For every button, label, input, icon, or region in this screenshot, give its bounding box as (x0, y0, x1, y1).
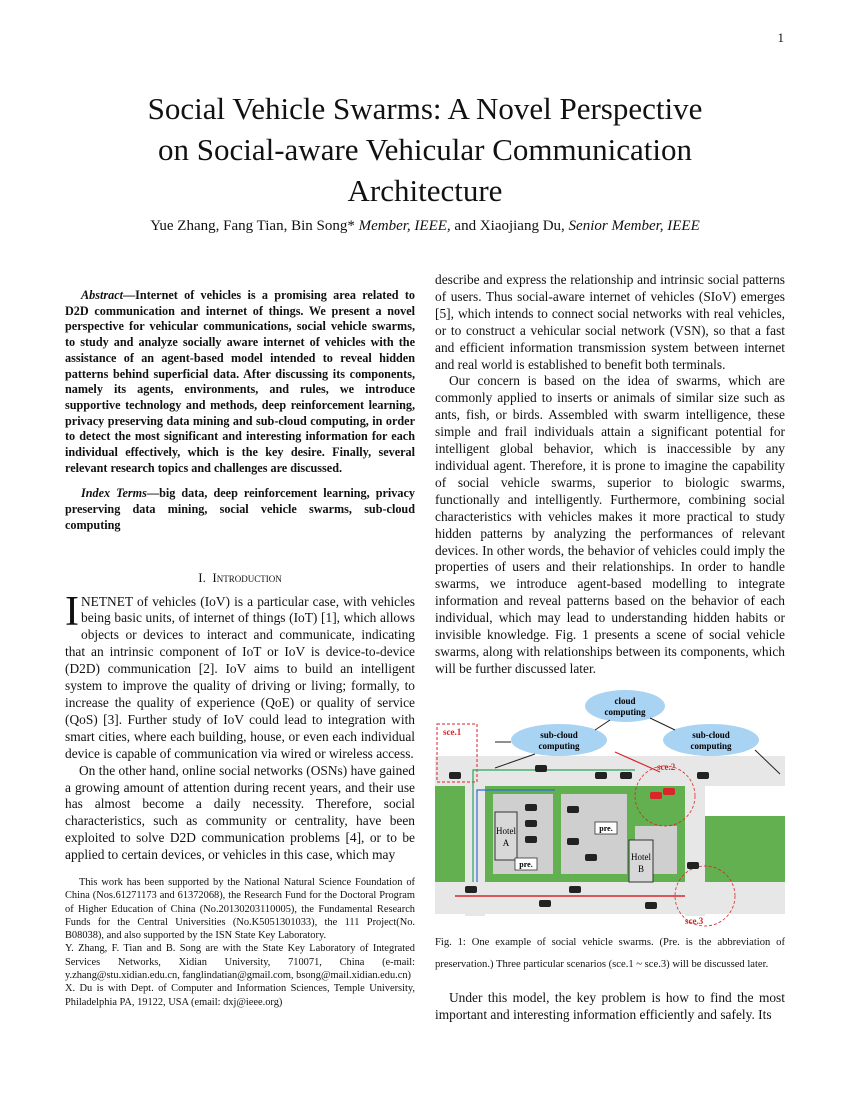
title-line: Social Vehicle Swarms: A Novel Perspective (147, 91, 703, 126)
abstract-text: —Internet of vehicles is a promising area related to D2D communication and internet of things. We present a novel perspective for vehicular communications, social vehicle swarms, to study and analyze socially aware internet of vehicles with the assistance of an agent-based model intended to reveal hidden patterns behind superficial data. After discussing its components, namely its agents, environments, and rules, we introduce supportive technology and methods, deep reinforcement learning, privacy preserving data mining and sub-cloud computing, in order to detect the most significant and interesting information for each individual effectively, which is the key desire. Finally, several relevant research topics and challenges are discussed. (65, 288, 415, 475)
intro-paragraph-1-text: NETNET of vehicles (IoV) is a particular case, with vehicles being basic units, of internet of things (IoT) [1], which allows objects or devices to interact and communicate, indicating that an intrinsic component of IoT or IoV is device-to-device (D2D) communication [2]. IoV aims to build an intelligent system to improve the quality of driving or living; formally, to increase the quality of experience (QoE) or quality of service (QoS) [3]. Further study of IoV could lead to integration with smart cities, where each building, house, or even each individual device is capable of communication via wired or wireless access. (65, 593, 415, 761)
author-affiliation-member: Member, IEEE, (358, 218, 451, 234)
index-terms-label: Index Terms (81, 486, 147, 501)
figure-1 (435, 686, 785, 930)
right-paragraph-3: Under this model, the key problem is how to find the most important and interesting information efficiently and safely. Its (435, 989, 785, 1022)
cloud-link (650, 718, 675, 730)
sub-cloud-right-label-2: computing (690, 740, 732, 751)
index-terms (65, 486, 415, 533)
cloud-label-1: cloud (614, 695, 636, 706)
footnote-funding: This work has been supported by the National Natural Science Foundation of China (Nos.61271173 and 61372068), the Research Fund for the Doctoral Program of Higher Education of China (No.20130203110005), the Fundamental Research Funds for the Central Universities (No.K5051301033), the 111 Project(No. B08038), and also supported by the ISN State Key Laboratory. (65, 877, 415, 942)
preservation-label: pre. (519, 859, 533, 869)
hotel-a-label-2: A (502, 837, 510, 848)
vehicle (525, 804, 537, 811)
vehicle (650, 792, 662, 799)
hotel-b-label-1: Hotel (631, 851, 651, 862)
vehicle (525, 836, 537, 843)
authors-text: and Xiaojiang Du, (450, 218, 569, 234)
scenario-2-label: sce.2 (657, 761, 676, 772)
vehicle (585, 854, 597, 861)
section-number: I. (198, 569, 206, 585)
vehicle (465, 886, 477, 893)
vehicle (595, 772, 607, 779)
page-number: 1 (777, 30, 784, 45)
road-horizontal-bottom (435, 882, 785, 914)
right-column (435, 272, 785, 1024)
title-line: on Social-aware Vehicular Communication (157, 132, 693, 167)
vehicle (687, 862, 699, 869)
vehicle (449, 772, 461, 779)
scenario-3-label: sce.3 (685, 915, 704, 926)
road-vertical-right (685, 756, 705, 916)
author-list (60, 218, 790, 235)
vehicle (620, 772, 632, 779)
sub-cloud-right-label-1: sub-cloud (692, 729, 730, 740)
vehicle (697, 772, 709, 779)
abstract-label: Abstract (81, 288, 123, 302)
intro-paragraph-1 (65, 588, 415, 763)
authors-text: Yue Zhang, Fang Tian, Bin Song* (150, 218, 359, 234)
city-block-left (435, 786, 465, 882)
paper-title (100, 88, 750, 211)
preservation-label: pre. (599, 823, 613, 833)
cloud-label-2: computing (604, 706, 646, 717)
title-line: Architecture (347, 173, 503, 208)
cloud-link (595, 720, 610, 730)
right-paragraph-1: describe and express the relationship and intrinsic social patterns of users. Thus social-aware internet of vehicles (SIoV) emerges [5], which intends to connect social networks with real vehicles, or to construct a vehicular social network (VSN), so that a fast and efficient information transmission system between internet and real world is established to benefit both terminals. (435, 272, 785, 372)
hotel-a-building (495, 812, 517, 860)
vehicle (539, 900, 551, 907)
abstract (65, 288, 415, 476)
right-paragraph-2: Our concern is based on the idea of swarms, which are commonly applied to inserts or animals of similar size such as ants, fish, or birds. Assembled with swarm intelligence, these simple and frail individuals attain a significant potential for intelligent global behavior, which is inaccessible by any individual agent. Therefore, it is prone to imagine the capability of social vehicle swarms, superior to biologic swarms, functionally and intelligently. Furthermore, combining social characteristics with vehicles makes it more practical to study hidden patterns by analyzing the performances of relevant devices. In other words, the behavior of vehicles could imply the properties of users and their relationships. In order to handle swarms, we introduce agent-based modelling to integrate information and reveal patterns based on the behavior of each individual, which may lead to understanding hidden habits or invisible knowledge. Fig. 1 presents a scene of social vehicle swarms, along with relationships between its components, which will be further discussed later. (435, 373, 785, 676)
drop-cap: I (65, 588, 79, 635)
city-block-right (705, 816, 785, 882)
footnote-affiliation-2: X. Du is with Dept. of Computer and Information Sciences, Temple University, Philadelphia PA, 19122, USA (email: dxj@ieee.org) (65, 983, 415, 1008)
hotel-a-label-1: Hotel (496, 825, 516, 836)
road-horizontal-top (435, 756, 785, 786)
figure-caption: Fig. 1: One example of social vehicle swarms. (Pre. is the abbreviation of preservation.) Three particular scenarios (sce.1 ~ sce.3) will be discussed later. (435, 936, 785, 970)
sub-cloud-left-label-2: computing (538, 740, 580, 751)
cloud-computing-icon (585, 690, 665, 722)
vehicle (569, 886, 581, 893)
vehicle (663, 788, 675, 795)
vehicle (645, 902, 657, 909)
vehicle (525, 820, 537, 827)
author-affiliation-senior: Senior Member, IEEE (568, 218, 700, 234)
left-column (65, 288, 415, 864)
footnotes (65, 876, 415, 1009)
sub-cloud-right-icon (663, 724, 759, 756)
section-title: Introduction (212, 569, 282, 585)
scenario-1-label: sce.1 (443, 726, 462, 737)
index-terms-text: —big data, deep reinforcement learning, privacy preserving data mining, social vehicle swarms, sub-cloud computing (65, 486, 415, 532)
vehicle (535, 765, 547, 772)
section-heading (65, 570, 415, 586)
vehicle (567, 838, 579, 845)
footnote-affiliation-1: Y. Zhang, F. Tian and B. Song are with the State Key Laboratory of Integrated Services Networks, Xidian University, 710071, China (e-mail: y.zhang@stu.xidian.edu.cn, fanglindatian@gmail.com, bsong@mail.xidian.edu.cn) (65, 943, 415, 982)
sub-cloud-left-label-1: sub-cloud (540, 729, 578, 740)
sub-cloud-left-icon (511, 724, 607, 756)
intro-paragraph-2: On the other hand, online social networks (OSNs) have gained a growing amount of attention during recent years, and their use has almost become a daily necessity. Therefore, social characteristics, such as community or centrality, have been exploited to solve D2D communication problems [4], or to be applied to certain devices, or vehicles in this case, which may (65, 762, 415, 863)
vehicle (567, 806, 579, 813)
swarm-scene-illustration (435, 686, 785, 930)
hotel-b-label-2: B (637, 863, 645, 874)
